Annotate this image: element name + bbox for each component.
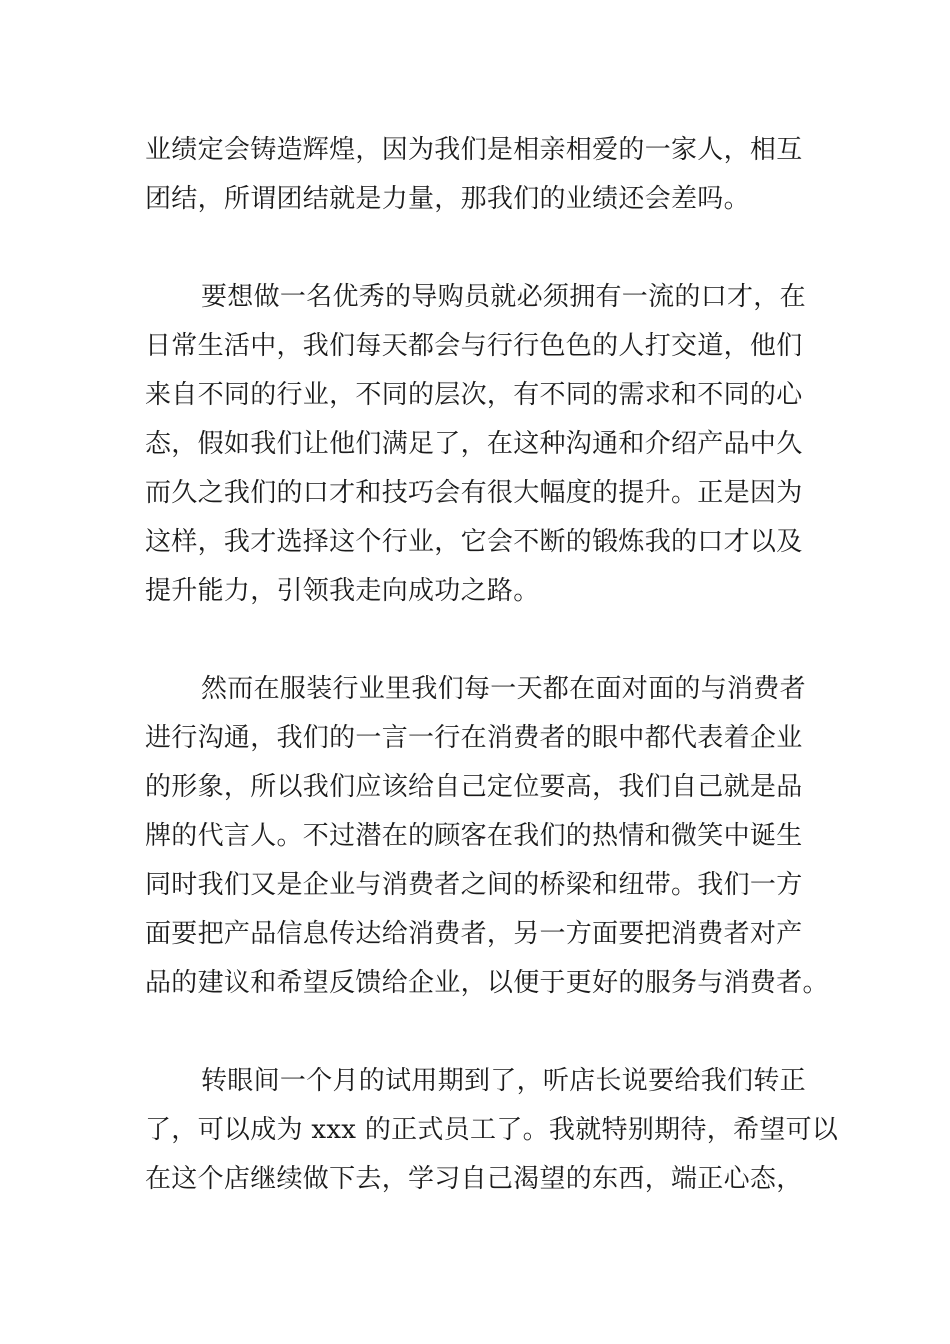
text-line: 在这个店继续做下去，学习自己渴望的东西，端正心态， xyxy=(145,1164,803,1194)
text-line: 日常生活中，我们每天都会与行行色色的人打交道，他们 xyxy=(145,331,803,361)
text-line: 品的建议和希望反馈给企业，以便于更好的服务与消费者。 xyxy=(145,968,829,998)
text-line: 牌的代言人。不过潜在的顾客在我们的热情和微笑中诞生 xyxy=(145,821,803,851)
text-line: 而久之我们的口才和技巧会有很大幅度的提升。正是因为 xyxy=(145,478,803,508)
text-line: 要想做一名优秀的导购员就必须拥有一流的口才，在 xyxy=(201,282,806,312)
text-line: 面要把产品信息传达给消费者，另一方面要把消费者对产 xyxy=(145,919,803,949)
text-line: 提升能力，引领我走向成功之路。 xyxy=(145,576,540,606)
text-line: 进行沟通，我们的一言一行在消费者的眼中都代表着企业 xyxy=(145,723,803,753)
paragraph-1 xyxy=(145,126,810,224)
text-line: 了，可以成为 xxx 的正式员工了。我就特别期待，希望可以 xyxy=(145,1115,839,1145)
text-line: 来自不同的行业，不同的层次，有不同的需求和不同的心 xyxy=(145,380,803,410)
text-line: 同时我们又是企业与消费者之间的桥梁和纽带。我们一方 xyxy=(145,870,803,900)
text-line: 这样，我才选择这个行业，它会不断的锻炼我的口才以及 xyxy=(145,527,803,557)
text-line: 的形象，所以我们应该给自己定位要高，我们自己就是品 xyxy=(145,772,803,802)
text-line: 转眼间一个月的试用期到了，听店长说要给我们转正 xyxy=(201,1066,806,1096)
paragraph-2 xyxy=(145,273,810,616)
text-line: 业绩定会铸造辉煌，因为我们是相亲相爱的一家人，相互 xyxy=(145,135,803,165)
text-line: 态，假如我们让他们满足了，在这种沟通和介绍产品中久 xyxy=(145,429,803,459)
paragraph-4 xyxy=(145,1057,839,1204)
text-line: 然而在服装行业里我们每一天都在面对面的与消费者 xyxy=(201,674,806,704)
text-line: 团结，所谓团结就是力量，那我们的业绩还会差吗。 xyxy=(145,184,750,214)
paragraph-3 xyxy=(145,665,829,1008)
